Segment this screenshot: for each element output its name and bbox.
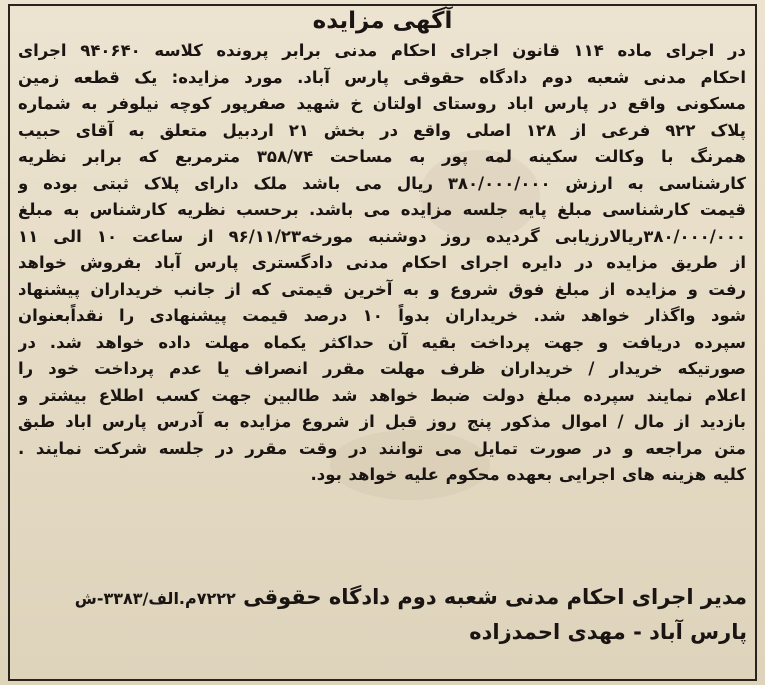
signature-name: پارس آباد - مهدی احمدزاده (469, 620, 747, 644)
body-line: قیمت کارشناسی مبلغ پایه جلسه مزایده می باشد. برحسب نظریه کارشناس به مبلغ (18, 200, 746, 219)
notice-body (18, 38, 746, 489)
body-line: شود واگذار خواهد شد. خریداران بدواً ۱۰ درصد قیمت پیشنهادی را نقداًبعنوان (18, 306, 746, 325)
reference-number: ۷۲۲۲م.الف/۳۳۸۳-ش (74, 589, 236, 608)
body-line: از طریق مزایده در دایره اجرای احکام مدنی دادگستری پارس آباد بفروش خواهد (18, 253, 746, 272)
body-line: کارشناسی به ارزش ۳۸۰/۰۰۰/۰۰۰ ریال می باشد ملک دارای پلاک ثبتی بوده و (18, 173, 746, 193)
signature-title: مدیر اجرای احکام مدنی شعبه دوم دادگاه حقوقی (243, 585, 747, 609)
body-line: بازدید از مال / اموال مذکور پنج روز قبل از شروع مزایده به آدرس پارس اباد طبق (18, 412, 746, 431)
body-line: پلاک ۹۲۲ فرعی از ۱۲۸ اصلی واقع در بخش ۲۱ اردبیل متعلق به آقای حبیب (18, 120, 746, 140)
signature-block (17, 582, 747, 614)
body-line: در اجرای ماده ۱۱۴ قانون اجرای احکام مدنی برابر پرونده کلاسه ۹۴۰۶۴۰ اجرای (18, 41, 746, 60)
body-line: اعلام نمایند سپرده مبلغ دولت ضبط خواهد شد طالبین جهت کسب اطلاع بیشتر و (18, 385, 746, 405)
body-line: ۳۸۰/۰۰۰/۰۰۰ریالارزیابی گردیده روز دوشنبه مورخه۹۶/۱۱/۲۳ از ساعت ۱۰ الی ۱۱ (18, 226, 746, 246)
body-line: مسکونی واقع در پارس اباد روستای اولتان خ شهید صفرپور کوچه نیلوفر به شماره (18, 94, 746, 113)
body-line: متن مراجعه و در صورت تمایل می توانند در وقت مقرر در جلسه شرکت نمایند . (18, 438, 746, 458)
body-line: احکام مدنی شعبه دوم دادگاه حقوقی پارس آباد. مورد مزایده: یک قطعه زمین (18, 67, 746, 87)
body-line: کلیه هزینه های اجرایی بعهده محکوم علیه خواهد بود. (310, 465, 746, 484)
body-line: سپرده دریافت و جهت پرداخت بقیه آن حداکثر یکماه مهلت داده خواهد شد. در (18, 332, 746, 352)
body-line: صورتیکه خریدار / خریداران ظرف مهلت مقرر انصراف یا عدم پرداخت خود را (18, 359, 746, 378)
body-line: رفت و مزایده از مبلغ فوق شروع و به آخرین قیمتی که از جانب خریداران پیشنهاد (18, 279, 746, 299)
body-line: همرنگ با وکالت سکینه لمه پور به مساحت ۳۵۸/۷۴ مترمربع که برابر نظریه (18, 147, 746, 166)
notice-title: آگهی مزایده (312, 8, 453, 34)
